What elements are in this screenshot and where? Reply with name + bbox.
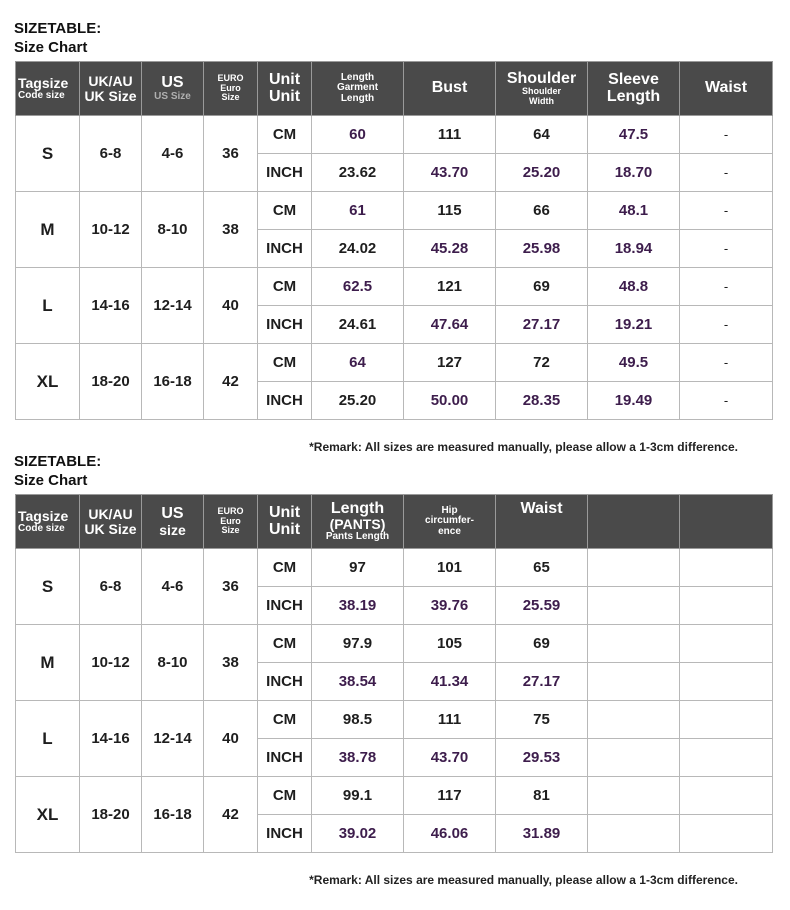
- unit-cell: INCH: [258, 382, 312, 420]
- us-size-cell: 12-14: [142, 268, 204, 344]
- us-size-cell: 12-14: [142, 701, 204, 777]
- length-value-cell: 60: [312, 116, 404, 154]
- waist-value-cell: -: [680, 344, 773, 382]
- waist-value-cell: -: [680, 306, 773, 344]
- waist-value-cell: 31.89: [496, 815, 588, 853]
- size-cell: XL: [16, 777, 80, 853]
- shoulder-value-cell: 25.98: [496, 230, 588, 268]
- length-value-cell: 25.20: [312, 382, 404, 420]
- pants-remark: *Remark: All sizes are measured manually, please allow a 1-3cm difference.: [309, 873, 738, 887]
- header-hip: Hip circumfer- ence: [404, 495, 496, 549]
- header-sleeve-length: Sleeve Length: [588, 62, 680, 116]
- shoulder-value-cell: 28.35: [496, 382, 588, 420]
- euro-size-cell: 36: [204, 549, 258, 625]
- hip-value-cell: 46.06: [404, 815, 496, 853]
- waist-value-cell: 75: [496, 701, 588, 739]
- header-empty-2: [680, 495, 773, 549]
- bust-value-cell: 121: [404, 268, 496, 306]
- tops-title-size-chart: Size Chart: [14, 39, 88, 56]
- euro-size-cell: 38: [204, 192, 258, 268]
- header-length: Length Garment Length: [312, 62, 404, 116]
- length-value-cell: 38.19: [312, 587, 404, 625]
- table-row: [16, 625, 773, 663]
- waist-value-cell: 65: [496, 549, 588, 587]
- length-value-cell: 97: [312, 549, 404, 587]
- empty-cell: [588, 777, 680, 815]
- length-value-cell: 38.78: [312, 739, 404, 777]
- header-uk-au: UK/AU UK Size: [80, 495, 142, 549]
- euro-size-cell: 42: [204, 777, 258, 853]
- uk-size-cell: 18-20: [80, 344, 142, 420]
- euro-size-cell: 42: [204, 344, 258, 420]
- uk-size-cell: 18-20: [80, 777, 142, 853]
- table-row: [16, 549, 773, 587]
- header-waist: Waist: [680, 62, 773, 116]
- unit-cell: INCH: [258, 306, 312, 344]
- hip-value-cell: 41.34: [404, 663, 496, 701]
- shoulder-value-cell: 64: [496, 116, 588, 154]
- length-value-cell: 64: [312, 344, 404, 382]
- us-size-cell: 16-18: [142, 344, 204, 420]
- pants-heading: [14, 452, 101, 490]
- empty-cell: [588, 815, 680, 853]
- unit-cell: INCH: [258, 154, 312, 192]
- waist-value-cell: -: [680, 154, 773, 192]
- us-size-cell: 8-10: [142, 625, 204, 701]
- waist-value-cell: -: [680, 192, 773, 230]
- length-value-cell: 39.02: [312, 815, 404, 853]
- header-us: US size: [142, 495, 204, 549]
- empty-cell: [680, 739, 773, 777]
- unit-cell: INCH: [258, 815, 312, 853]
- length-value-cell: 61: [312, 192, 404, 230]
- length-value-cell: 23.62: [312, 154, 404, 192]
- length-value-cell: 62.5: [312, 268, 404, 306]
- size-cell: L: [16, 268, 80, 344]
- header-tagsize: Tagsize Code size: [16, 62, 80, 116]
- length-value-cell: 98.5: [312, 701, 404, 739]
- waist-value-cell: -: [680, 268, 773, 306]
- uk-size-cell: 6-8: [80, 549, 142, 625]
- size-cell: XL: [16, 344, 80, 420]
- waist-value-cell: -: [680, 116, 773, 154]
- header-tagsize: Tagsize Code size: [16, 495, 80, 549]
- sleeve-value-cell: 49.5: [588, 344, 680, 382]
- sleeve-value-cell: 48.8: [588, 268, 680, 306]
- unit-cell: INCH: [258, 739, 312, 777]
- unit-cell: CM: [258, 625, 312, 663]
- unit-cell: CM: [258, 344, 312, 382]
- pants-body: [16, 549, 773, 853]
- empty-cell: [680, 777, 773, 815]
- sleeve-value-cell: 18.94: [588, 230, 680, 268]
- waist-value-cell: 81: [496, 777, 588, 815]
- uk-size-cell: 10-12: [80, 625, 142, 701]
- size-cell: S: [16, 549, 80, 625]
- bust-value-cell: 45.28: [404, 230, 496, 268]
- euro-size-cell: 40: [204, 268, 258, 344]
- bust-value-cell: 115: [404, 192, 496, 230]
- length-value-cell: 38.54: [312, 663, 404, 701]
- unit-cell: CM: [258, 777, 312, 815]
- unit-cell: CM: [258, 701, 312, 739]
- hip-value-cell: 39.76: [404, 587, 496, 625]
- header-empty-1: [588, 495, 680, 549]
- header-uk-au: UK/AU UK Size: [80, 62, 142, 116]
- us-size-cell: 16-18: [142, 777, 204, 853]
- header-waist: Waist: [496, 495, 588, 549]
- waist-value-cell: 29.53: [496, 739, 588, 777]
- empty-cell: [588, 663, 680, 701]
- bust-value-cell: 43.70: [404, 154, 496, 192]
- empty-cell: [588, 625, 680, 663]
- shoulder-value-cell: 69: [496, 268, 588, 306]
- hip-value-cell: 117: [404, 777, 496, 815]
- pants-header-row: [16, 495, 773, 549]
- waist-value-cell: 27.17: [496, 663, 588, 701]
- size-cell: M: [16, 625, 80, 701]
- empty-cell: [680, 701, 773, 739]
- header-us: US US Size: [142, 62, 204, 116]
- shoulder-value-cell: 27.17: [496, 306, 588, 344]
- us-size-cell: 8-10: [142, 192, 204, 268]
- hip-value-cell: 43.70: [404, 739, 496, 777]
- bust-value-cell: 50.00: [404, 382, 496, 420]
- size-cell: M: [16, 192, 80, 268]
- length-value-cell: 97.9: [312, 625, 404, 663]
- shoulder-value-cell: 72: [496, 344, 588, 382]
- euro-size-cell: 40: [204, 701, 258, 777]
- empty-cell: [680, 663, 773, 701]
- length-value-cell: 24.61: [312, 306, 404, 344]
- empty-cell: [680, 625, 773, 663]
- empty-cell: [588, 701, 680, 739]
- unit-cell: INCH: [258, 587, 312, 625]
- length-value-cell: 24.02: [312, 230, 404, 268]
- header-euro: EURO Euro Size: [204, 62, 258, 116]
- waist-value-cell: 69: [496, 625, 588, 663]
- unit-cell: CM: [258, 549, 312, 587]
- table-row: [16, 777, 773, 815]
- hip-value-cell: 101: [404, 549, 496, 587]
- header-pants-length: Length (PANTS) Pants Length: [312, 495, 404, 549]
- pants-table: [15, 494, 773, 853]
- hip-value-cell: 111: [404, 701, 496, 739]
- sleeve-value-cell: 19.21: [588, 306, 680, 344]
- sleeve-value-cell: 47.5: [588, 116, 680, 154]
- pants-title-size-chart: Size Chart: [14, 472, 88, 489]
- unit-cell: CM: [258, 268, 312, 306]
- waist-value-cell: -: [680, 382, 773, 420]
- sleeve-value-cell: 48.1: [588, 192, 680, 230]
- empty-cell: [680, 587, 773, 625]
- euro-size-cell: 36: [204, 116, 258, 192]
- tops-title-sizetable: SIZETABLE:: [14, 20, 102, 37]
- size-cell: S: [16, 116, 80, 192]
- header-shoulder: Shoulder Shoulder Width: [496, 62, 588, 116]
- bust-value-cell: 47.64: [404, 306, 496, 344]
- size-cell: L: [16, 701, 80, 777]
- unit-cell: INCH: [258, 663, 312, 701]
- bust-value-cell: 127: [404, 344, 496, 382]
- empty-cell: [680, 815, 773, 853]
- uk-size-cell: 14-16: [80, 268, 142, 344]
- header-euro: EURO Euro Size: [204, 495, 258, 549]
- uk-size-cell: 6-8: [80, 116, 142, 192]
- sleeve-value-cell: 19.49: [588, 382, 680, 420]
- hip-value-cell: 105: [404, 625, 496, 663]
- shoulder-value-cell: 66: [496, 192, 588, 230]
- tops-remark: *Remark: All sizes are measured manually, please allow a 1-3cm difference.: [309, 440, 738, 454]
- pants-title-sizetable: SIZETABLE:: [14, 453, 102, 470]
- sleeve-value-cell: 18.70: [588, 154, 680, 192]
- uk-size-cell: 10-12: [80, 192, 142, 268]
- waist-value-cell: -: [680, 230, 773, 268]
- unit-cell: CM: [258, 192, 312, 230]
- empty-cell: [588, 549, 680, 587]
- empty-cell: [588, 739, 680, 777]
- us-size-cell: 4-6: [142, 116, 204, 192]
- us-size-cell: 4-6: [142, 549, 204, 625]
- bust-value-cell: 111: [404, 116, 496, 154]
- empty-cell: [680, 549, 773, 587]
- unit-cell: INCH: [258, 230, 312, 268]
- table-row: [16, 701, 773, 739]
- shoulder-value-cell: 25.20: [496, 154, 588, 192]
- euro-size-cell: 38: [204, 625, 258, 701]
- waist-value-cell: 25.59: [496, 587, 588, 625]
- header-unit: Unit Unit: [258, 495, 312, 549]
- length-value-cell: 99.1: [312, 777, 404, 815]
- header-bust: Bust: [404, 62, 496, 116]
- empty-cell: [588, 587, 680, 625]
- unit-cell: CM: [258, 116, 312, 154]
- uk-size-cell: 14-16: [80, 701, 142, 777]
- header-unit: Unit Unit: [258, 62, 312, 116]
